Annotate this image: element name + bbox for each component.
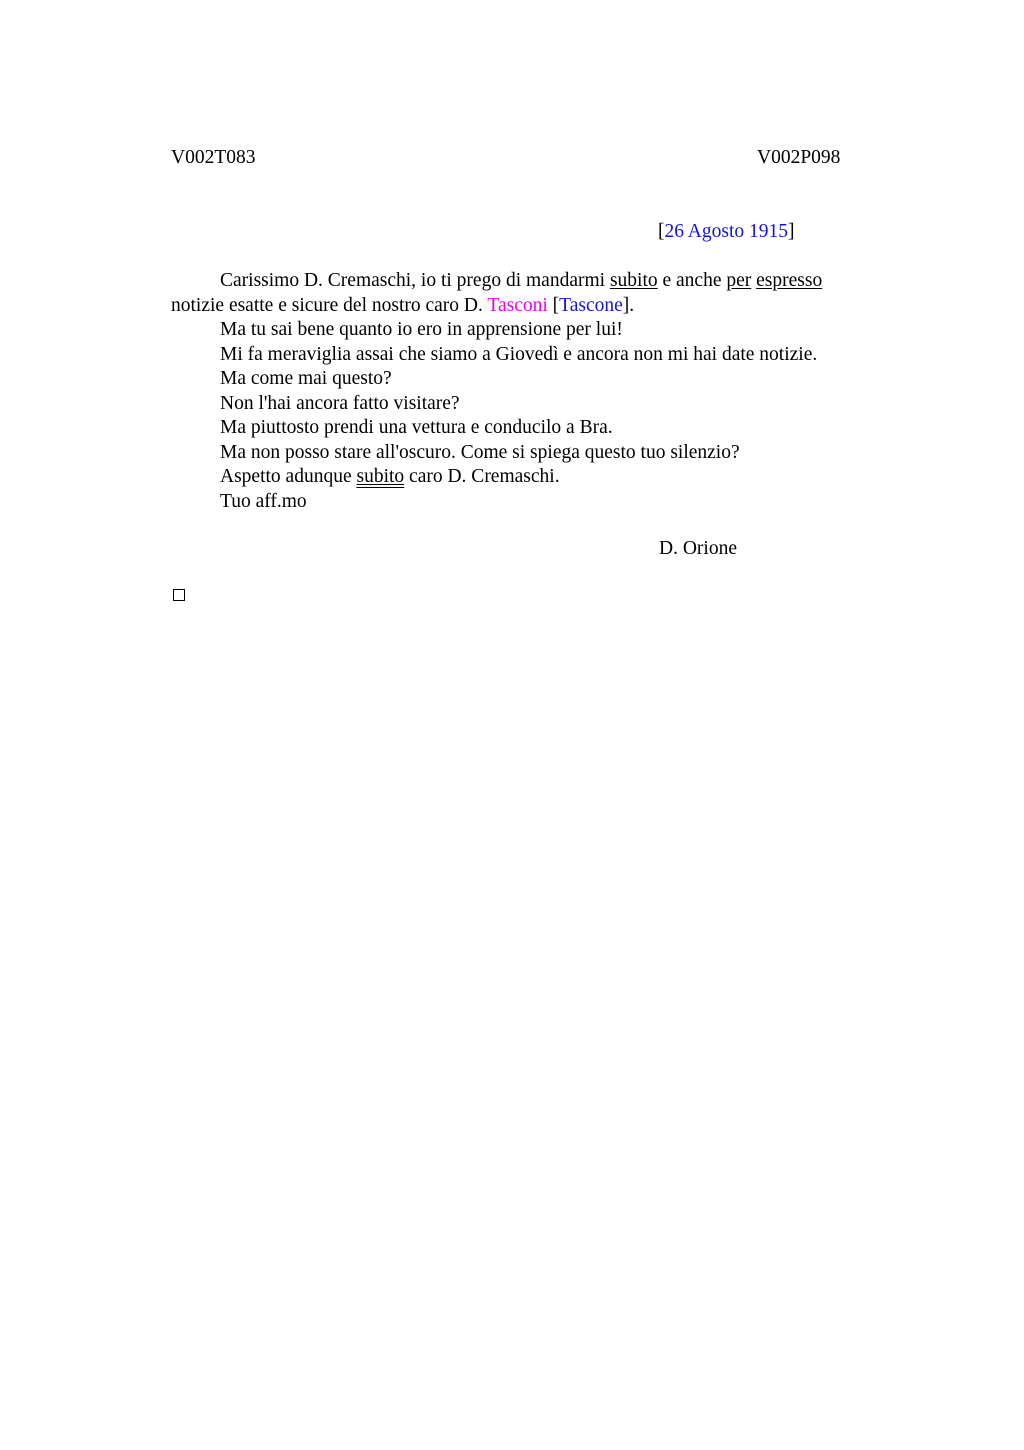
letter-body xyxy=(171,269,861,514)
letter-date xyxy=(658,220,795,245)
text-run: e anche xyxy=(657,270,727,291)
underlined-espresso: espresso xyxy=(756,270,823,291)
closing-line: Tuo aff.mo xyxy=(220,490,307,512)
underlined-per: per xyxy=(726,270,752,291)
text-run: Aspetto adunque xyxy=(220,466,357,487)
date-text: 26 Agosto 1915 xyxy=(664,221,789,242)
name-corrected: Tascone xyxy=(559,294,623,316)
text-run: notizie esatte e sicure del nostro caro D. xyxy=(171,294,488,316)
text-run: [ xyxy=(547,294,560,316)
letter-line: Ma non posso stare all'oscuro. Come si spiega questo tuo silenzio? xyxy=(220,441,740,463)
text-run: ]. xyxy=(622,294,635,316)
underlined-subito: subito xyxy=(609,270,658,291)
empty-square-icon xyxy=(173,589,185,601)
volume-text-reference: V002T083 xyxy=(171,147,256,168)
date-close-bracket: ] xyxy=(788,221,795,242)
letter-line: Ma piuttosto prendi una vettura e conducilo a Bra. xyxy=(220,417,613,438)
name-original: Tasconi xyxy=(487,294,548,316)
text-run: Carissimo D. Cremaschi, io ti prego di mandarmi xyxy=(220,270,610,291)
date-open-bracket: [ xyxy=(658,221,665,242)
paragraph-last xyxy=(171,465,861,490)
letter-line: Ma tu sai bene quanto io ero in apprensione per lui! xyxy=(220,319,623,340)
letter-line: Mi fa meraviglia assai che siamo a Giovedì e ancora non mi hai date notizie. xyxy=(220,343,818,365)
double-underlined-subito: subito xyxy=(356,466,405,487)
paragraph-1 xyxy=(171,269,861,318)
volume-page-reference: V002P098 xyxy=(757,147,841,168)
text-run: caro D. Cremaschi. xyxy=(404,466,560,487)
signature: D. Orione xyxy=(659,538,737,559)
letter-line: Non l'hai ancora fatto visitare? xyxy=(220,392,460,414)
letter-line: Ma come mai questo? xyxy=(220,368,392,389)
